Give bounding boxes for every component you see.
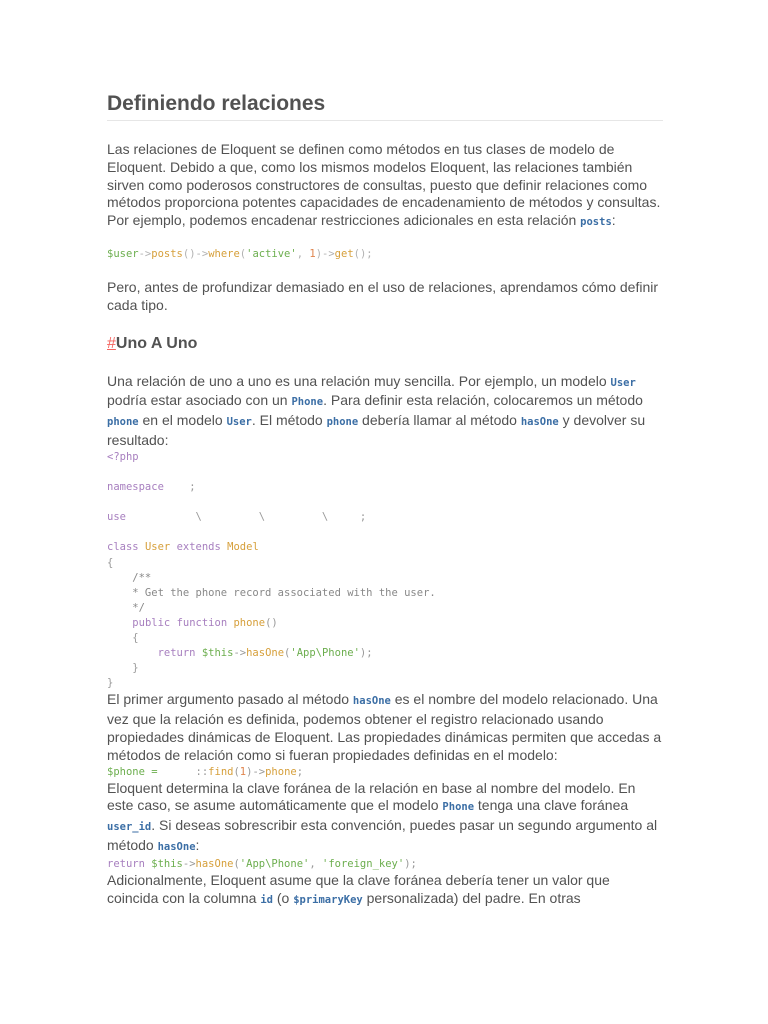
inline-code-id: id	[260, 893, 273, 906]
inline-code-user: User	[610, 376, 636, 389]
first-argument-paragraph: El primer argumento pasado al método hasOne es el nombre del modelo relacionado. Una vez que la relación es definida, podemos obtener el registro relacionado usando propiedades dinámicas de Eloquent. Las propiedades dinámicas permiten que accedas a métodos de relación como si fueran propiedades definidas en el modelo:	[107, 691, 662, 763]
inline-code-hasone: hasOne	[520, 416, 559, 429]
code-block-posts-query: $user->posts()->where('active', 1)->get();	[107, 247, 373, 260]
inline-code-phone: Phone	[442, 801, 475, 814]
article	[107, 92, 663, 910]
inline-code-phone-method: phone	[107, 416, 139, 429]
inline-code-hasone-2: hasOne	[352, 695, 391, 708]
inline-code-phone-model: Phone	[291, 396, 324, 409]
intro-paragraph: Las relaciones de Eloquent se definen como métodos en tus clases de modelo de Eloquent. Debido a que, como los mismos modelos Eloquent, las relaciones también sirven como poderosos constructores de consultas, puesto que definir relaciones como métodos proporciona potentes capacidades de encadenamiento de métodos y consultas. Por ejemplo, podemos encadenar restricciones adicionales en esta relación posts:	[107, 141, 661, 229]
inline-code-hasone-3: hasOne	[157, 841, 196, 854]
page-title: Definiendo relaciones	[107, 92, 663, 121]
inline-code-posts: posts	[580, 216, 612, 229]
local-key-paragraph: Adicionalmente, Eloquent asume que la clave foránea debería tener un valor que coincida con la columna id (o $primaryKey personalizada) del padre. En otras	[107, 871, 610, 906]
one-to-one-paragraph: Una relación de uno a uno es una relación muy sencilla. Por ejemplo, un modelo User podría estar asociado con un Phone. Para definir esta relación, colocaremos un método phone en el modelo User. El método phone debería llamar al método hasOne y devolver su resultado:	[107, 372, 646, 449]
paragraph-before-types: Pero, antes de profundizar demasiado en el uso de relaciones, aprendamos cómo definir cada tipo.	[107, 279, 658, 313]
inline-code-phone-method-2: phone	[326, 416, 359, 429]
inline-code-primarykey: $primaryKey	[293, 893, 363, 906]
inline-code-user-model: User	[226, 416, 252, 429]
section-anchor-link[interactable]: #	[107, 334, 116, 352]
section-heading-one-to-one: #Uno A Uno	[107, 334, 198, 352]
code-block-user-model: <?php namespace ; use \ \ \ ; class User extends Model { /** * Get the phone record associated with the user. */ public function phone() { return $this->hasOne('App\Phone'); } }	[107, 450, 436, 690]
code-block-hasone-foreign-key: return $this->hasOne('App\Phone', 'foreign_key');	[107, 857, 417, 870]
foreign-key-paragraph: Eloquent determina la clave foránea de la relación en base al nombre del modelo. En este caso, se asume automáticamente que el modelo Phone tenga una clave foránea user_id. Si deseas sobrescribir esta convención, puedes pasar un segundo argumento al método hasOne:	[107, 779, 658, 854]
code-block-phone-find: $phone = ::find(1)->phone;	[107, 765, 304, 778]
inline-code-user-id: user_id	[107, 821, 152, 834]
